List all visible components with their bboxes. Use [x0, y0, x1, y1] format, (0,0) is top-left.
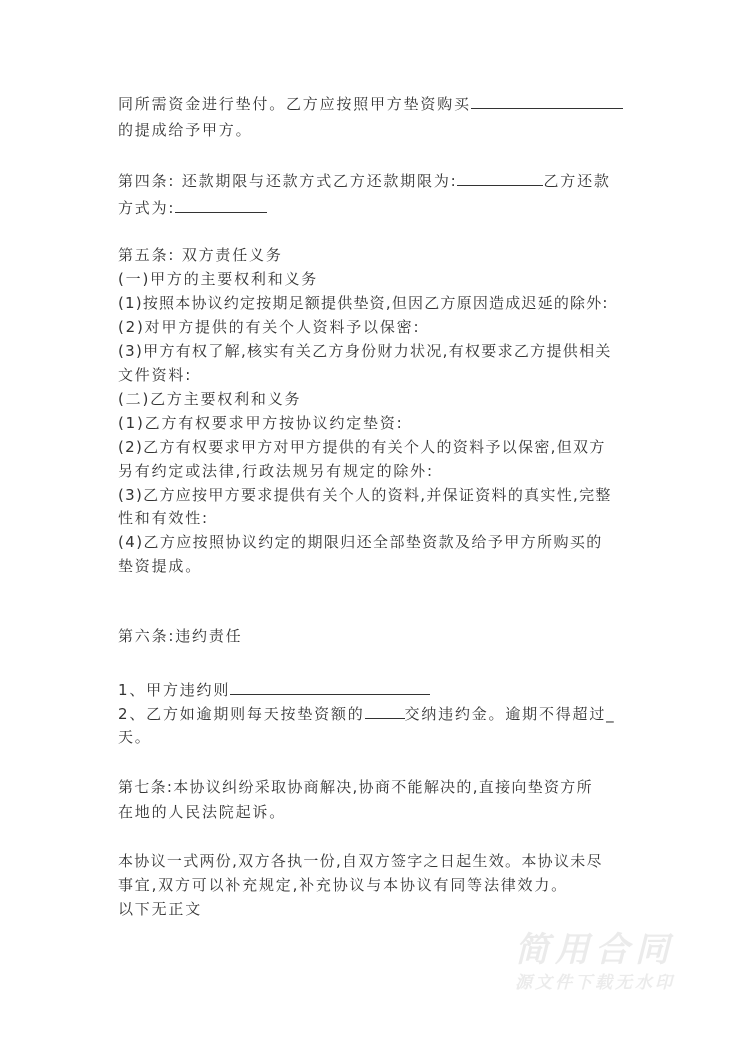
text-line: 1、甲方违约则	[118, 679, 430, 700]
watermark-logo: 简用合同	[515, 930, 675, 970]
text-line: (一)甲方的主要权利和义务	[118, 270, 319, 288]
text-line: 天。	[118, 728, 152, 746]
text-line: (3)甲方有权了解,核实有关乙方身份财力状况,有权要求乙方提供相关	[118, 342, 612, 360]
text-line: (3)乙方应按甲方要求提供有关个人的资料,并保证资料的真实性,完整	[118, 486, 612, 504]
blank-repayment-term	[457, 170, 543, 186]
watermark-subtitle: 源文件下载无水印	[515, 973, 675, 993]
article-4: 第四条: 还款期限与还款方式乙方还款期限为: 乙方还款	[118, 172, 611, 190]
text-line: 本协议一式两份,双方各执一份,自双方签字之日起生效。本协议未尽	[118, 852, 603, 870]
article-6-heading: 第六条:违约责任	[118, 627, 243, 645]
text-line: (二)乙方主要权利和义务	[118, 390, 302, 408]
blank-repayment-method	[175, 197, 267, 213]
text-line: (2)对甲方提供的有关个人资料予以保密:	[118, 318, 421, 336]
text-line: (2)乙方有权要求甲方对甲方提供的有关个人的资料予以保密,但双方	[118, 438, 606, 456]
blank-field	[471, 93, 623, 109]
text-line: 垫资提成。	[118, 557, 203, 575]
text-line: 在地的人民法院起诉。	[118, 803, 287, 821]
text-line: (1)乙方有权要求甲方按协议约定垫资:	[118, 414, 404, 432]
text-line: 文件资料:	[118, 366, 193, 384]
text-line: 2、乙方如逾期则每天按垫资额的 交纳违约金。逾期不得超过_	[118, 705, 616, 723]
text-line: 性和有效性:	[118, 509, 209, 527]
text-line: 事宜,双方可以补充规定,补充协议与本协议有同等法律效力。	[118, 876, 568, 894]
text-line: 以下无正文	[118, 900, 203, 918]
text-line: 的提成给予甲方。	[118, 121, 253, 139]
text-line: 另有约定或法律,行政法规另有规定的除外:	[118, 462, 434, 480]
text-line: 同所需资金进行垫付。乙方应按照甲方垫资购买	[118, 93, 623, 114]
text-line: (4)乙方应按照协议约定的期限归还全部垫资款及给予甲方所购买的	[118, 533, 603, 551]
article-5-heading: 第五条: 双方责任义务	[118, 246, 283, 264]
text-line: (1)按照本协议约定按期足额提供垫资,但因乙方原因造成迟延的除外:	[118, 294, 609, 312]
blank-field	[230, 679, 430, 695]
blank-penalty-rate	[365, 703, 405, 719]
article-7: 第七条:本协议纠纷采取协商解决,协商不能解决的,直接向垫资方所	[118, 778, 593, 796]
text-line: 方式为:	[118, 197, 267, 218]
